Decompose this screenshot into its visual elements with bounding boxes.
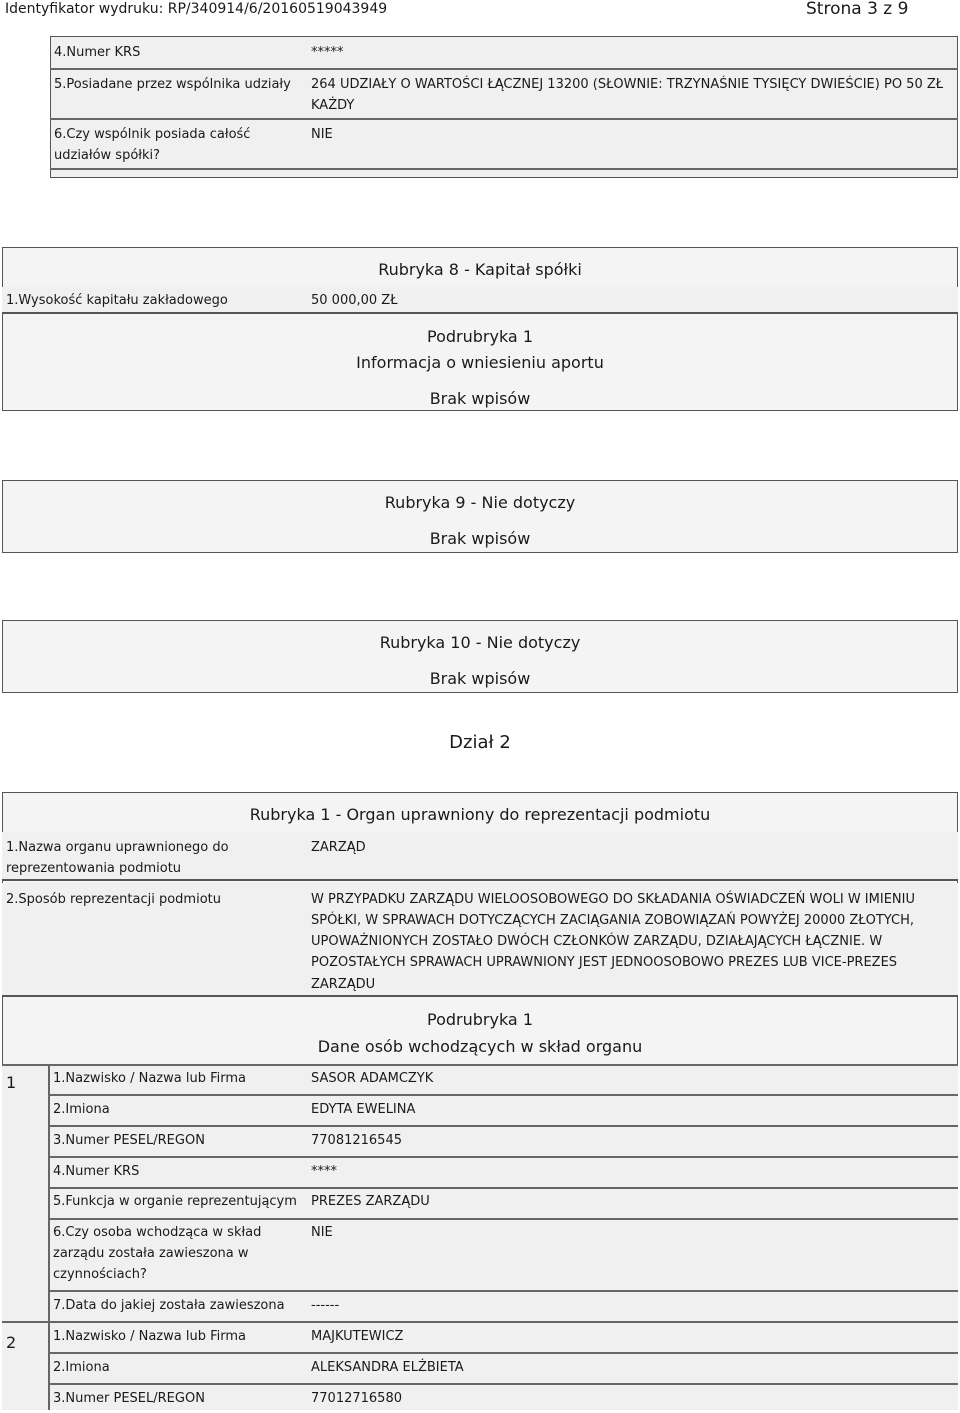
representation-label: 2.Sposób reprezentacji podmiotu	[6, 892, 221, 907]
all-shares-value: NIE	[311, 127, 333, 142]
page-number: Strona 3 z 9	[806, 0, 909, 19]
row-divider	[50, 68, 958, 70]
organ-name-label-line1: 1.Nazwa organu uprawnionego do	[6, 840, 229, 855]
person-1-suspended-value: NIE	[311, 1225, 333, 1240]
representation-line-3: UPOWAŻNIONYCH ZOSTAŁO DWÓCH CZŁONKÓW ZARZĄDU, DZIAŁAJĄCYCH ŁĄCZNIE. W	[311, 934, 883, 949]
person-1-suspension-date-value: ------	[311, 1298, 340, 1313]
row-divider	[48, 1125, 958, 1127]
row-divider	[48, 1290, 958, 1292]
rubryka-8-subsection-name: Informacja o wniesieniu aportu	[356, 353, 604, 372]
person-divider	[2, 1321, 958, 1323]
organ-name-label-line2: reprezentowania podmiotu	[6, 861, 182, 876]
all-shares-label-line1: 6.Czy wspólnik posiada całość	[54, 127, 251, 142]
row-divider	[48, 1352, 958, 1354]
rubryka-1-title: Rubryka 1 - Organ uprawniony do reprezentacji podmiotu	[249, 805, 711, 824]
row-divider	[48, 1187, 958, 1189]
rubryka-9-title: Rubryka 9 - Nie dotyczy	[384, 493, 576, 512]
column-divider	[48, 1064, 50, 1410]
rubryka-1-subsection-name: Dane osób wchodzących w skład organu	[317, 1037, 643, 1056]
shares-value-line2: KAŻDY	[311, 98, 355, 113]
person-1-suspended-label-line3: czynnościach?	[53, 1267, 147, 1282]
print-identifier: Identyfikator wydruku: RP/340914/6/20160519043949	[5, 1, 388, 17]
table-top-border	[2, 1064, 958, 1066]
rubryka-8-title: Rubryka 8 - Kapitał spółki	[378, 260, 582, 279]
person-2-names-label: 2.Imiona	[53, 1360, 110, 1375]
person-1-suspension-date-label: 7.Data do jakiej została zawieszona	[53, 1298, 285, 1313]
person-1-suspended-label-line2: zarządu została zawieszona w	[53, 1246, 249, 1261]
shares-value-line1: 264 UDZIAŁY O WARTOŚCI ŁĄCZNEJ 13200 (SŁOWNIE: TRZYNAŚNIE TYSIĘCY DWIEŚCIE) PO 50 ZŁ	[311, 77, 944, 92]
row-divider	[48, 1156, 958, 1158]
capital-value: 50 000,00 ZŁ	[311, 293, 398, 308]
row-divider	[50, 168, 958, 170]
representation-line-4: POZOSTAŁYCH SPRAWACH UPRAWNIONY JEST JEDNOOSOBOWO PREZES LUB VICE-PREZES	[311, 955, 898, 970]
representation-line-2: SPÓŁKI, W SPRAWACH DOTYCZĄCYCH ZACIĄGANIA ZOBOWIĄZAŃ POWYŻEJ 20000 ZŁOTYCH,	[311, 913, 914, 928]
rubryka-1-subtitle: Podrubryka 1	[427, 1010, 533, 1029]
rubryka-8-empty: Brak wpisów	[429, 389, 531, 408]
person-1-pesel-label: 3.Numer PESEL/REGON	[53, 1133, 205, 1148]
person-2-surname-value: MAJKUTEWICZ	[311, 1329, 404, 1344]
organ-name-value: ZARZĄD	[311, 840, 366, 855]
person-2-pesel-value: 77012716580	[311, 1391, 402, 1406]
person-1-pesel-value: 77081216545	[311, 1133, 402, 1148]
person-1-krs-value: ****	[311, 1164, 337, 1179]
rubryka-9-empty: Brak wpisów	[429, 529, 531, 548]
person-1-names-value: EDYTA EWELINA	[311, 1102, 416, 1117]
person-1-function-label: 5.Funkcja w organie reprezentującym	[53, 1194, 297, 1209]
capital-label: 1.Wysokość kapitału zakładowego	[6, 293, 228, 308]
shareholder-block	[50, 36, 958, 178]
person-1-krs-label: 4.Numer KRS	[53, 1164, 140, 1179]
person-1-function-value: PREZES ZARZĄDU	[311, 1194, 430, 1209]
row-divider	[48, 1383, 958, 1385]
rubryka-10-title: Rubryka 10 - Nie dotyczy	[379, 633, 581, 652]
person-1-suspended-label-line1: 6.Czy osoba wchodząca w skład	[53, 1225, 262, 1240]
person-2-names-value: ALEKSANDRA ELŻBIETA	[311, 1360, 464, 1375]
row-divider	[48, 1218, 958, 1220]
krs-label: 4.Numer KRS	[54, 45, 141, 60]
person-1-surname-label: 1.Nazwisko / Nazwa lub Firma	[53, 1071, 246, 1086]
representation-line-1: W PRZYPADKU ZARZĄDU WIELOOSOBOWEGO DO SKŁADANIA OŚWIADCZEŃ WOLI W IMIENIU	[311, 892, 915, 907]
person-1-surname-value: SASOR ADAMCZYK	[311, 1071, 434, 1086]
person-1-names-label: 2.Imiona	[53, 1102, 110, 1117]
person-2-pesel-label: 3.Numer PESEL/REGON	[53, 1391, 205, 1406]
representation-line-5: ZARZĄDU	[311, 977, 376, 992]
krs-value: *****	[311, 45, 344, 60]
rubryka-10-empty: Brak wpisów	[429, 669, 531, 688]
person-2-surname-label: 1.Nazwisko / Nazwa lub Firma	[53, 1329, 246, 1344]
dzial-title: Dział 2	[449, 732, 511, 753]
rubryka-8-subtitle: Podrubryka 1	[427, 327, 533, 346]
person-1-number: 1	[6, 1073, 17, 1092]
person-2-number: 2	[6, 1333, 17, 1352]
row-divider	[48, 1094, 958, 1096]
shares-label: 5.Posiadane przez wspólnika udziały	[54, 77, 291, 92]
all-shares-label-line2: udziałów spółki?	[54, 148, 161, 163]
row-divider	[50, 118, 958, 120]
